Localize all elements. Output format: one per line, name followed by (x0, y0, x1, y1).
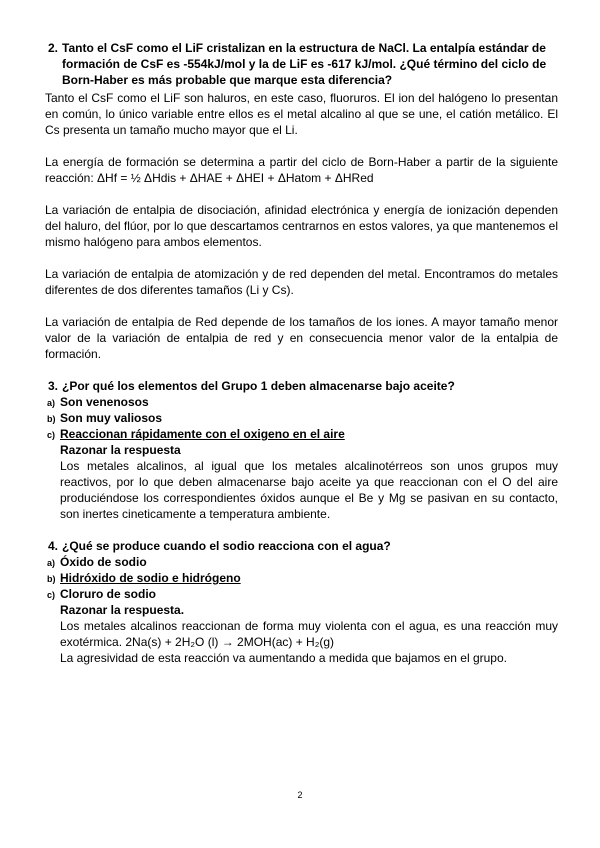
q4-option-c-label: c) (47, 590, 56, 600)
q3-reason-heading: Razonar la respuesta (60, 443, 181, 457)
q4-extra-text: La agresividad de esta reacción va aumentando a medida que bajamos en el grupo. (60, 651, 507, 665)
q3-reason-text: Los metales alcalinos, al igual que los metales alcalinotérreos son unos grupos muy reactivos, por lo que deben almacenarse bajo aceite ya que reaccionan con el O del aire produciéndose los correspondientes óxidos aunque el Be y Mg se pasivan en su contacto, son inertes cineticamente a temperatura ambiente. (60, 459, 558, 521)
question-4 (48, 538, 558, 554)
q4-option-a-text: Óxido de sodio (60, 555, 147, 569)
q2-paragraph-4: La variación de entalpia de atomización y de red dependen del metal. Encontramos do metales diferentes de dos diferentes tamaños (Li y Cs). (45, 267, 558, 297)
question-3-text: ¿Por qué los elementos del Grupo 1 deben almacenarse bajo aceite? (62, 379, 455, 393)
q2-paragraph-3: La variación de entalpia de disociación, afinidad electrónica y energía de ionización dependen del haluro, del flúor, por lo que descartamos centrarnos en estos valores, ya que mantenemos el mismo halógeno para ambos elementos. (45, 203, 558, 249)
q3-option-a-label: a) (47, 398, 56, 408)
question-3-number: 3. (48, 379, 59, 393)
q2-paragraph-1: Tanto el CsF como el LiF son haluros, en este caso, fluoruros. El ion del halógeno lo presentan en común, lo único variable entre ellos es el metal alcalino al que se une, el catión metálico. El Cs presenta un tamaño mucho mayor que el Li. (45, 91, 558, 137)
question-4-text: ¿Qué se produce cuando el sodio reacciona con el agua? (62, 539, 391, 553)
q2-paragraph-5: La variación de entalpia de Red depende de los tamaños de los iones. A mayor tamaño menor valor de la variación de entalpia de red y en consecuencia menor valor de la entalpia de formación. (45, 315, 558, 361)
q2-paragraph-2: La energía de formación se determina a partir del ciclo de Born-Haber a partir de la siguiente reacción: ΔHf = ½ ΔHdis + ΔHAE + ΔHEI + ΔHatom + ΔHRed (45, 155, 558, 185)
q4-option-b-text: Hidróxido de sodio e hidrógeno (60, 571, 241, 585)
q4-option-b-label: b) (47, 574, 56, 584)
q3-option-c-label: c) (47, 430, 56, 440)
q3-option-b-text: Son muy valiosos (60, 411, 163, 425)
question-2 (48, 40, 558, 88)
question-2-text: Tanto el CsF como el LiF cristalizan en la estructura de NaCl. La entalpía estándar de formación de CsF es -554kJ/mol y la de LiF es -617 kJ/mol. ¿Qué término del ciclo de Born-Haber es más probable que marque esta diferencia? (62, 41, 547, 87)
q3-option-c-text: Reaccionan rápidamente con el oxigeno en el aire (60, 427, 345, 441)
question-4-number: 4. (48, 539, 59, 553)
question-3 (48, 378, 558, 394)
q4-reason-text: Los metales alcalinos reaccionan de forma muy violenta con el agua, es una reacción muy exotérmica. 2Na(s) + 2H₂O (l) → 2MOH(ac) + H₂(g) (60, 619, 558, 649)
q3-option-b-label: b) (47, 414, 56, 424)
q4-reason-heading: Razonar la respuesta. (60, 603, 185, 617)
q3-option-a-text: Son venenosos (60, 395, 149, 409)
q4-option-a-label: a) (47, 558, 56, 568)
q4-option-c-text: Cloruro de sodio (60, 587, 156, 601)
question-2-number: 2. (48, 41, 59, 55)
page-number: 2 (297, 790, 303, 800)
